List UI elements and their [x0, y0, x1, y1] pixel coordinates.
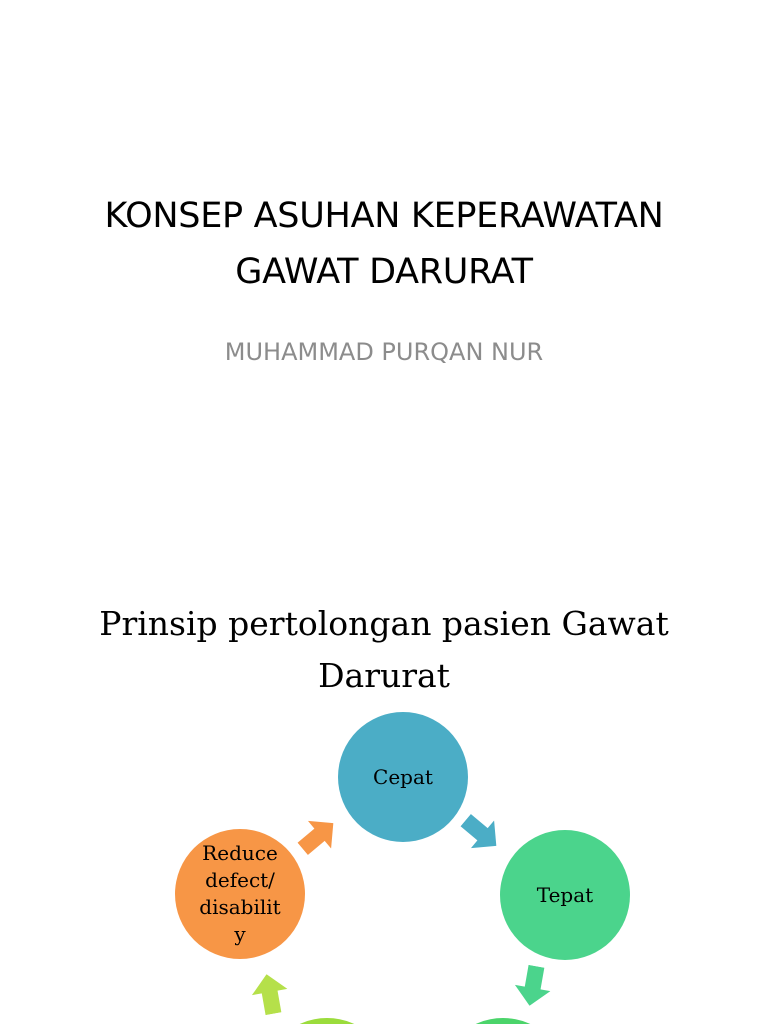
slide-subtitle: MUHAMMAD PURQAN NUR: [224, 338, 544, 366]
cycle-node-bottom-left: [262, 1018, 392, 1024]
cycle-arrow-icon: [291, 809, 345, 862]
cycle-node-tepat: [500, 830, 630, 960]
cycle-node-cepat: [338, 712, 468, 842]
cycle-node-label-line: Reduce: [202, 841, 278, 865]
slide-2: [0, 560, 768, 1024]
cycle-node-label-line: disabilit: [199, 895, 281, 919]
slide-title-line-2: Darurat: [318, 656, 450, 695]
slide-title: [0, 598, 768, 702]
cycle-node-label: Tepat: [536, 882, 594, 907]
cycle-node-label: [199, 840, 280, 948]
cycle-arrow-icon: [454, 806, 508, 859]
cycle-node-reduce-defect: [175, 829, 305, 959]
slide-title-line-1: KONSEP ASUHAN KEPERAWATAN: [104, 196, 664, 236]
cycle-node-label: Cepat: [373, 764, 433, 789]
slide-title-line-2: GAWAT DARURAT: [235, 252, 533, 292]
slide-title: [0, 188, 768, 300]
cycle-arrow-icon: [512, 963, 554, 1009]
cycle-node-label-line: defect/: [205, 868, 275, 892]
cycle-node-label-line: y: [234, 922, 246, 946]
cycle-node-bottom-right: [438, 1018, 568, 1024]
cycle-arrow-icon: [249, 971, 291, 1017]
slide-title-line-1: Prinsip pertolongan pasien Gawat: [99, 604, 669, 643]
